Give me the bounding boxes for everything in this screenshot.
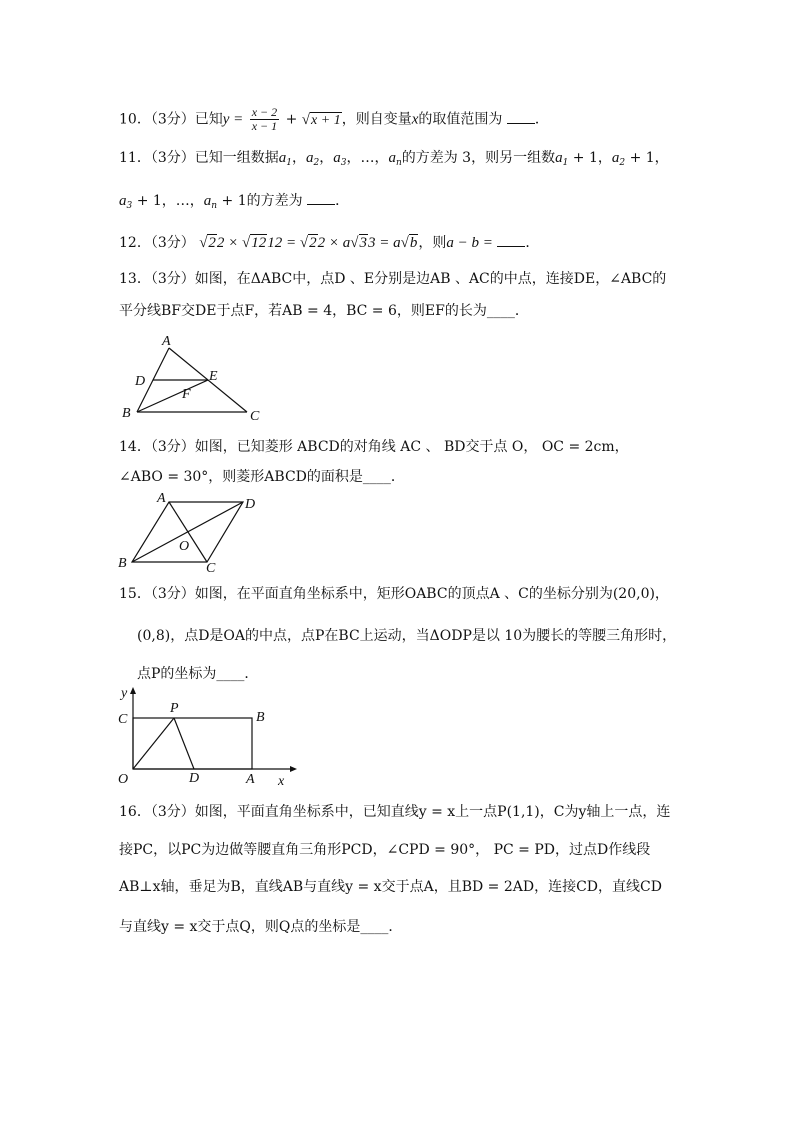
q15-segment-op (133, 718, 174, 769)
q12-sqrt-12: √12 (242, 235, 267, 251)
q14-label-a: A (157, 491, 166, 506)
q11-comma: ， (597, 150, 612, 166)
q12-expr2: 12 = (267, 235, 300, 251)
q11-comma: ， (374, 150, 389, 166)
q15-x-axis-arrow (290, 766, 297, 772)
q14-rhombus-figure (112, 488, 272, 578)
q15-label-p: P (170, 701, 179, 716)
question-11-line-2 (119, 190, 349, 216)
q10-tail2: 的取值范围为 (418, 111, 503, 128)
q10-answer-blank (507, 109, 535, 124)
q11-b-a1: a (555, 150, 563, 166)
q11-comma: ， (346, 150, 361, 166)
q14-label-o: O (179, 539, 190, 554)
question-13-line-1: 13．（3分）如图，在ΔABC中，点D 、E分别是边AB 、AC的中点，连接DE，∠ABC的 (119, 271, 667, 287)
q11-sub-3: 3 (340, 158, 347, 168)
q15-label-b: B (256, 710, 265, 725)
question-15-line-1: 15．（3分）如图，在平面直角坐标系中，矩形OABC的顶点A 、C的坐标分别为(20,0)， (119, 586, 669, 602)
q11-b-sub-1: 1 (562, 158, 569, 168)
q11-plus1: + 1 (221, 193, 247, 209)
q11-pre: 11．（3分）已知一组数据 (119, 150, 279, 166)
question-16-line-4: 与直线y = x交于点Q，则Q点的坐标是____． (119, 919, 403, 935)
question-11-line-1 (119, 148, 669, 173)
q11-dots: … (175, 193, 190, 209)
q11-comma: ， (319, 150, 334, 166)
q11-comma: ， (161, 193, 176, 209)
q15-label-c: C (118, 712, 128, 727)
q14-label-c: C (206, 561, 216, 576)
question-16-line-3: AB⊥x轴，垂足为B，直线AB与直线y = x交于点A，且BD = 2AD，连接CD，直线CD (119, 879, 662, 895)
q15-y-axis-arrow (130, 687, 136, 694)
question-15-line-3: 点P的坐标为____． (137, 666, 259, 682)
q11-sub-2: 2 (313, 158, 320, 168)
q11-b-sub-n: n (211, 201, 218, 211)
q11-plus1: + 1 (136, 193, 162, 209)
q12-sqrt-2: √2 (199, 235, 216, 251)
q14-label-d: D (245, 497, 256, 512)
q11-comma: ， (189, 193, 204, 209)
q11-an: a (388, 150, 396, 166)
q11-dots: … (360, 150, 375, 166)
q10-number: 10．（3分）已知 (119, 111, 223, 128)
q11-a2: a (305, 150, 314, 166)
q12-number: 12．（3分） (119, 235, 195, 251)
q12-sqrt-2b: √2 (299, 235, 317, 251)
q11-a1: a (278, 150, 287, 166)
q11-plus1: + 1 (629, 150, 655, 166)
q12-answer-blank (497, 232, 525, 247)
q10-var: x (411, 111, 419, 128)
q11-b-sub-2: 2 (619, 158, 626, 168)
q11-answer-blank (307, 190, 335, 205)
q15-label-o: O (118, 772, 129, 787)
q11-end-text: 的方差为 (246, 193, 303, 209)
q15-label-a: A (246, 772, 255, 787)
q12-expr4: 3 = a (368, 235, 401, 251)
question-14-line-1: 14．（3分）如图，已知菱形 ABCD的对角线 AC 、 BD交于点 O， OC = 2cm， (119, 439, 629, 455)
q13-label-f: F (182, 387, 191, 402)
question-10 (119, 106, 549, 133)
q14-label-b: B (118, 556, 127, 571)
q10-frac-num: x − 2 (251, 105, 278, 119)
question-13-line-2: 平分线BF交DE于点F，若AB = 4，BC = 6，则EF的长为____． (119, 303, 529, 319)
question-15-line-2: (0,8)，点D是OA的中点，点P在BC上运动，当ΔODP是以 10为腰长的等腰三角形时， (137, 628, 677, 644)
q12-b: b (409, 235, 418, 251)
question-14-line-2: ∠ABO = 30°，则菱形ABCD的面积是____． (119, 469, 405, 485)
question-16-line-2: 接PC，以PC为边做等腰直角三角形PCD，∠CPD = 90°， PC = PD，过点D作线段 (119, 842, 651, 858)
q13-label-a: A (162, 334, 171, 349)
q13-label-e: E (209, 369, 218, 384)
q10-end: ． (534, 111, 549, 128)
q10-frac-den: x − 1 (251, 119, 278, 133)
q11-b-a3: a (119, 193, 127, 209)
q12-tail: ，则 (418, 235, 447, 251)
q11-mid: 的方差为 3，则另一组数 (401, 150, 556, 166)
q15-label-d: D (189, 771, 200, 786)
q10-y-eq: y = (222, 111, 244, 128)
q11-a3: a (333, 150, 341, 166)
q12-expr3: 2 × a (317, 235, 351, 251)
q12-sqrt-3: √3 (350, 235, 367, 251)
q11-b-a2: a (611, 150, 620, 166)
q13-label-c: C (250, 409, 260, 424)
q11-b-sub-3: 3 (126, 201, 133, 211)
q13-triangle-figure (115, 330, 275, 425)
q13-label-d: D (135, 374, 146, 389)
q10-sqrt: √x + 1 (301, 111, 341, 128)
question-16-line-1: 16．（3分）如图，平面直角坐标系中，已知直线y = x上一点P(1,1)，C为y轴上一点，连 (119, 804, 671, 820)
q12-sqrt-b: √b (400, 235, 418, 251)
q13-label-b: B (122, 406, 131, 421)
q11-sub-1: 1 (286, 158, 292, 168)
q11-sub-n: n (395, 158, 402, 168)
q11-plus1: + 1 (572, 150, 598, 166)
q11-comma: ， (291, 150, 306, 166)
q12-expr1: 2 × (216, 235, 243, 251)
q15-label-y: y (121, 686, 128, 701)
q15-segment-pd (174, 718, 194, 769)
q15-label-x: x (278, 774, 285, 789)
q11-b-an: a (203, 193, 212, 209)
q11-end: ． (335, 193, 350, 209)
q11-comma: ， (654, 150, 669, 166)
q13-bisector-bf (137, 380, 208, 412)
q12-ab: a − b = (446, 235, 493, 251)
question-12 (119, 232, 539, 254)
q12-end: ． (525, 235, 540, 251)
q10-plus: + (285, 111, 298, 128)
q10-fraction (250, 106, 279, 133)
q15-coordinate-figure (112, 684, 302, 792)
q15-rectangle-oabc (133, 718, 252, 769)
q10-tail: ，则自变量 (341, 111, 412, 128)
q10-sqrt-arg: x + 1 (311, 112, 341, 128)
